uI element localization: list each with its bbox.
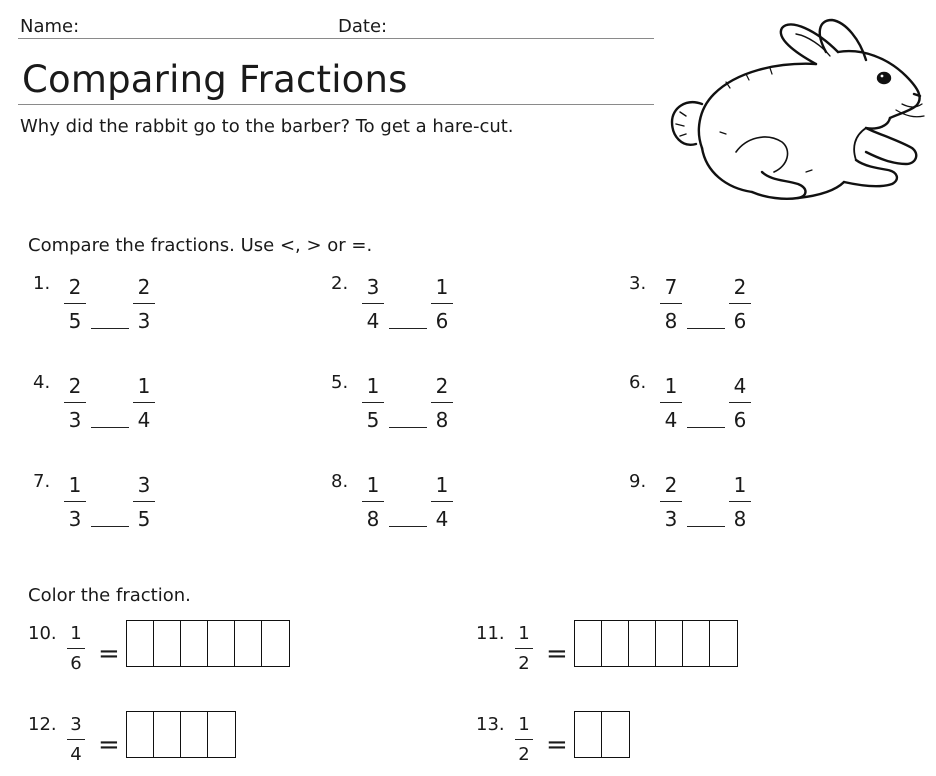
- first-fraction: [658, 472, 684, 532]
- color-cell[interactable]: [235, 621, 262, 666]
- title-underline: [18, 104, 654, 105]
- color-instruction: Color the fraction.: [28, 585, 191, 606]
- joke-text: Why did the rabbit go to the barber? To get a hare-cut.: [20, 116, 514, 137]
- numerator: 2: [664, 473, 678, 497]
- fraction-bar: [67, 739, 85, 740]
- answer-blank[interactable]: [687, 427, 725, 428]
- answer-blank[interactable]: [389, 526, 427, 527]
- fraction-bar: [67, 648, 85, 649]
- numerator: 4: [733, 374, 747, 398]
- fraction-bar: [133, 303, 155, 304]
- color-cell[interactable]: [656, 621, 683, 666]
- denominator: 2: [518, 744, 530, 765]
- first-fraction: [62, 274, 88, 334]
- denominator: 5: [137, 507, 151, 531]
- numerator: 2: [68, 374, 82, 398]
- problem-number: 2.: [331, 273, 349, 294]
- numerator: 1: [366, 473, 380, 497]
- problem-number: 5.: [331, 372, 349, 393]
- numerator: 1: [435, 275, 449, 299]
- answer-blank[interactable]: [687, 526, 725, 527]
- first-fraction: [360, 274, 386, 334]
- first-fraction: [360, 373, 386, 433]
- fraction-bar: [515, 648, 533, 649]
- fraction-bar: [64, 501, 86, 502]
- fraction-cells: [574, 620, 738, 667]
- numerator: 1: [733, 473, 747, 497]
- denominator: 4: [435, 507, 449, 531]
- numerator: 2: [733, 275, 747, 299]
- color-cell[interactable]: [602, 621, 629, 666]
- fraction-bar: [729, 402, 751, 403]
- second-fraction: [727, 472, 753, 532]
- second-fraction: [429, 472, 455, 532]
- second-fraction: [727, 274, 753, 334]
- first-fraction: [360, 472, 386, 532]
- denominator: 4: [664, 408, 678, 432]
- denominator: 4: [70, 744, 82, 765]
- color-cell[interactable]: [127, 621, 154, 666]
- second-fraction: [429, 373, 455, 433]
- numerator: 1: [518, 714, 530, 735]
- problem-number: 8.: [331, 471, 349, 492]
- denominator: 6: [70, 653, 82, 674]
- denominator: 5: [68, 309, 82, 333]
- problem-number: 6.: [629, 372, 647, 393]
- numerator: 2: [435, 374, 449, 398]
- second-fraction: [131, 472, 157, 532]
- answer-blank[interactable]: [389, 427, 427, 428]
- fraction-bar: [729, 303, 751, 304]
- denominator: 6: [733, 309, 747, 333]
- fraction-bar: [660, 501, 682, 502]
- fraction: [66, 623, 86, 675]
- equals-sign: =: [546, 730, 568, 760]
- color-cell[interactable]: [683, 621, 710, 666]
- denominator: 8: [733, 507, 747, 531]
- name-date-line: [18, 38, 654, 39]
- numerator: 1: [70, 623, 82, 644]
- first-fraction: [658, 274, 684, 334]
- color-cell[interactable]: [575, 621, 602, 666]
- problem-number: 1.: [33, 273, 51, 294]
- denominator: 3: [664, 507, 678, 531]
- color-cell[interactable]: [602, 712, 629, 757]
- denominator: 8: [366, 507, 380, 531]
- color-cell[interactable]: [262, 621, 289, 666]
- equals-sign: =: [546, 639, 568, 669]
- numerator: 1: [137, 374, 151, 398]
- color-cell[interactable]: [575, 712, 602, 757]
- numerator: 3: [137, 473, 151, 497]
- page-title: Comparing Fractions: [22, 58, 408, 101]
- problem-number: 11.: [476, 623, 505, 644]
- color-cell[interactable]: [629, 621, 656, 666]
- color-cell[interactable]: [208, 621, 235, 666]
- first-fraction: [62, 373, 88, 433]
- first-fraction: [62, 472, 88, 532]
- equals-sign: =: [98, 639, 120, 669]
- fraction-bar: [362, 501, 384, 502]
- second-fraction: [131, 274, 157, 334]
- problem-number: 10.: [28, 623, 57, 644]
- numerator: 1: [68, 473, 82, 497]
- numerator: 2: [68, 275, 82, 299]
- fraction-bar: [133, 402, 155, 403]
- fraction-bar: [133, 501, 155, 502]
- first-fraction: [658, 373, 684, 433]
- answer-blank[interactable]: [91, 427, 129, 428]
- fraction-bar: [431, 303, 453, 304]
- name-label: Name:: [20, 16, 80, 37]
- second-fraction: [727, 373, 753, 433]
- denominator: 6: [435, 309, 449, 333]
- color-cell[interactable]: [181, 712, 208, 757]
- numerator: 1: [518, 623, 530, 644]
- fraction: [514, 623, 534, 675]
- color-cell[interactable]: [181, 621, 208, 666]
- denominator: 3: [68, 408, 82, 432]
- answer-blank[interactable]: [687, 328, 725, 329]
- fraction: [66, 714, 86, 766]
- fraction-bar: [431, 402, 453, 403]
- date-label: Date:: [338, 16, 388, 37]
- compare-instruction: Compare the fractions. Use <, > or =.: [28, 235, 373, 256]
- fraction-cells: [126, 620, 290, 667]
- denominator: 2: [518, 653, 530, 674]
- answer-blank[interactable]: [91, 328, 129, 329]
- fraction-bar: [431, 501, 453, 502]
- numerator: 3: [366, 275, 380, 299]
- fraction-bar: [64, 402, 86, 403]
- fraction-cells: [574, 711, 630, 758]
- numerator: 7: [664, 275, 678, 299]
- color-cell[interactable]: [710, 621, 737, 666]
- fraction-bar: [729, 501, 751, 502]
- numerator: 1: [435, 473, 449, 497]
- numerator: 3: [70, 714, 82, 735]
- denominator: 3: [137, 309, 151, 333]
- fraction-bar: [660, 402, 682, 403]
- problem-number: 12.: [28, 714, 57, 735]
- denominator: 4: [137, 408, 151, 432]
- fraction-bar: [64, 303, 86, 304]
- answer-blank[interactable]: [389, 328, 427, 329]
- rabbit-illustration: [666, 12, 926, 212]
- problem-number: 3.: [629, 273, 647, 294]
- denominator: 5: [366, 408, 380, 432]
- color-cell[interactable]: [208, 712, 235, 757]
- color-cell[interactable]: [154, 712, 181, 757]
- equals-sign: =: [98, 730, 120, 760]
- second-fraction: [429, 274, 455, 334]
- denominator: 8: [664, 309, 678, 333]
- denominator: 8: [435, 408, 449, 432]
- color-cell[interactable]: [127, 712, 154, 757]
- problem-number: 4.: [33, 372, 51, 393]
- fraction-bar: [362, 402, 384, 403]
- second-fraction: [131, 373, 157, 433]
- fraction-cells: [126, 711, 236, 758]
- denominator: 3: [68, 507, 82, 531]
- color-cell[interactable]: [154, 621, 181, 666]
- numerator: 1: [366, 374, 380, 398]
- problem-number: 7.: [33, 471, 51, 492]
- problem-number: 9.: [629, 471, 647, 492]
- fraction-bar: [660, 303, 682, 304]
- answer-blank[interactable]: [91, 526, 129, 527]
- fraction-bar: [515, 739, 533, 740]
- fraction: [514, 714, 534, 766]
- problem-number: 13.: [476, 714, 505, 735]
- fraction-bar: [362, 303, 384, 304]
- denominator: 4: [366, 309, 380, 333]
- numerator: 2: [137, 275, 151, 299]
- denominator: 6: [733, 408, 747, 432]
- numerator: 1: [664, 374, 678, 398]
